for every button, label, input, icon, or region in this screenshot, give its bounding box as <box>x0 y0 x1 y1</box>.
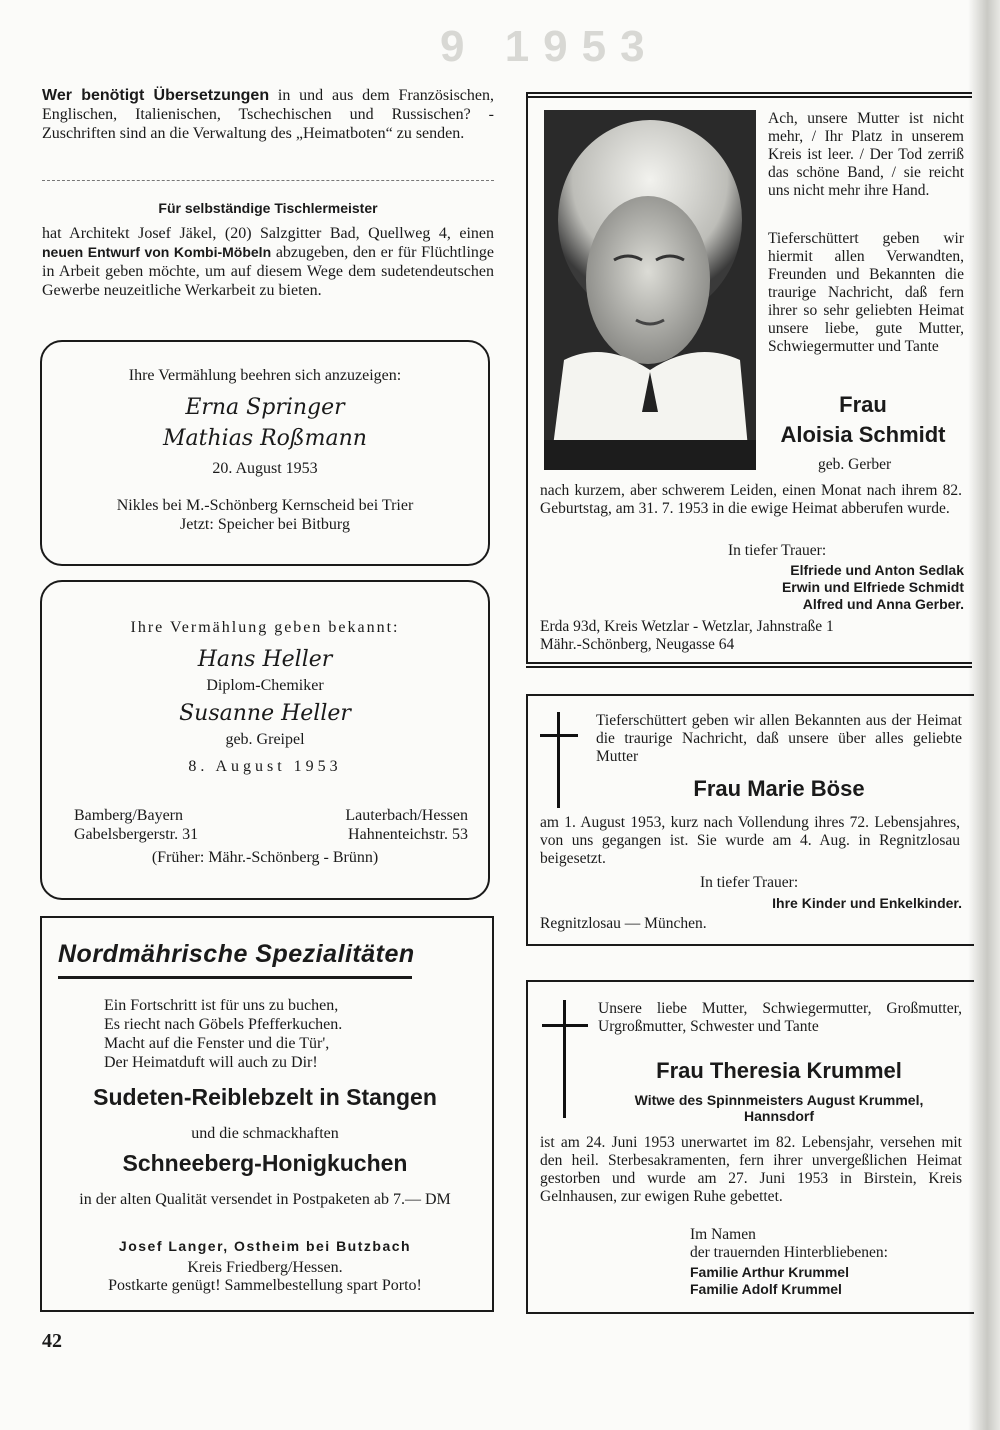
cabinetmakers-text-1: hat Architekt Josef Jäkel, (20) Salzgitter Bad, Quellweg 4, einen <box>42 225 494 242</box>
schmidt-intro: Tieferschüttert geben wir hiermit allen Verwandten, Freunden und Bekannten die traurige Nachricht, daß fern ihrer so sehr geliebten Heimat unsere liebe, gute Mutter, Schwiegermutter und Tante <box>768 230 964 355</box>
krummel-cross-icon-horizontal <box>542 1024 588 1027</box>
cabinetmakers-body <box>42 224 494 300</box>
boese-mourning-label: In tiefer Trauer: <box>700 874 799 891</box>
schmidt-salutation: Frau <box>839 392 887 417</box>
krummel-subtitle-1: Witwe des Spinnmeisters August Krummel, <box>634 1092 924 1108</box>
krummel-mourning-label <box>690 1226 964 1262</box>
boese-intro: Tieferschüttert geben wir allen Bekannten aus der Heimat die traurige Nachricht, daß unsere über alles geliebte Mutter <box>596 712 962 765</box>
wedding2-right-address <box>308 806 468 844</box>
poem-line-4: Der Heimatduft will auch zu Dir! <box>104 1054 318 1071</box>
wedding2-title1: Diplom-Chemiker <box>206 677 324 694</box>
wedding2-left-address <box>74 806 274 844</box>
wedding1-now: Jetzt: Speicher bei Bitburg <box>180 516 350 533</box>
translations-lead: Wer benötigt Übersetzungen <box>42 87 270 104</box>
schmidt-left-rule <box>526 92 528 664</box>
krummel-subtitle-2: Hannsdorf <box>744 1108 814 1124</box>
specialties-connector: und die schmackhaften <box>191 1125 339 1142</box>
specialties-product1: Sudeten-Reiblebzelt in Stangen <box>93 1084 437 1110</box>
schmidt-mourners <box>728 562 964 613</box>
wedding1-date: 20. August 1953 <box>212 460 318 477</box>
mourner-3: Alfred und Anna Gerber. <box>802 596 964 612</box>
header-stamp: 9 1953 <box>440 22 659 71</box>
krummel-mourner-1: Familie Arthur Krummel <box>690 1264 849 1280</box>
specialties-district: Kreis Friedberg/Hessen. <box>187 1259 343 1276</box>
poem-line-2: Es riecht nach Göbels Pfefferkuchen. <box>104 1016 343 1033</box>
translations-ad <box>42 86 494 143</box>
cabinetmakers-heading: Für selbständige Tischlermeister <box>158 200 378 216</box>
page-number: 42 <box>42 1330 62 1352</box>
schmidt-top-rule <box>526 92 972 98</box>
wedding2-name1: Hans Heller <box>197 647 333 672</box>
schmidt-address <box>540 618 966 654</box>
wedding2-left-city: Bamberg/Bayern <box>74 807 184 824</box>
poem-line-3: Macht auf die Fenster und die Tür', <box>104 1035 330 1052</box>
krummel-mourner-2: Familie Adolf Krummel <box>690 1281 842 1297</box>
wedding1-name2: Mathias Roßmann <box>163 426 367 451</box>
specialties-vendor: Josef Langer, Ostheim bei Butzbach <box>118 1238 412 1254</box>
krummel-name: Frau Theresia Krummel <box>656 1058 902 1083</box>
wedding1-content <box>40 366 490 534</box>
wedding2-content <box>40 618 490 776</box>
schmidt-birth: geb. Gerber <box>818 456 892 473</box>
schmidt-mourning-label: In tiefer Trauer: <box>728 542 827 559</box>
wedding2-date: 8. August 1953 <box>188 758 342 775</box>
wedding2-right-city: Lauterbach/Hessen <box>345 807 468 824</box>
specialties-title: Nordmährische Spezialitäten <box>58 940 415 968</box>
divider <box>42 180 494 181</box>
boese-mourners: Ihre Kinder und Enkelkinder. <box>772 895 962 911</box>
schmidt-bottom-rule <box>526 662 972 668</box>
krummel-mourning-label-1: Im Namen <box>690 1226 756 1243</box>
specialties-poem <box>104 996 464 1072</box>
boese-cross-icon-vertical <box>557 712 560 808</box>
boese-name: Frau Marie Böse <box>693 776 865 801</box>
krummel-body: ist am 24. Juni 1953 unerwartet im 82. Lebensjahr, versehen mit den heil. Sterbesakramenten, fern ihrer unvergeßlichen Heimat gestorben und wurde am 27. Juni 1953 in Birstein, Kreis Gelnhausen, zur ewigen Ruhe gebettet. <box>540 1134 962 1205</box>
wedding2-birth2: geb. Greipel <box>225 731 305 748</box>
cabinetmakers-text-bold: neuen Entwurf von Kombi-Möbeln <box>42 244 272 260</box>
krummel-subtitle <box>596 1092 962 1124</box>
schmidt-address-1: Erda 93d, Kreis Wetzlar - Wetzlar, Jahnstraße 1 <box>540 618 834 635</box>
krummel-mourning-label-2: der trauernden Hinterbliebenen: <box>690 1244 888 1261</box>
specialties-title-underline <box>58 976 412 979</box>
wedding2-left-street: Gabelsbergerstr. 31 <box>74 826 199 843</box>
schmidt-poem: Ach, unsere Mutter ist nicht mehr, / Ihr Platz in unserem Kreis ist leer. / Der Tod zerriß das schöne Band, / sie reicht uns nicht mehr ihre Hand. <box>768 110 964 199</box>
wedding2-name2: Susanne Heller <box>179 701 351 726</box>
mourner-2: Erwin und Elfriede Schmidt <box>781 579 964 595</box>
wedding1-intro: Ihre Vermählung beehren sich anzuzeigen: <box>128 367 402 384</box>
cabinetmakers-text-2: abzugeben, den er für Flüchtlinge in Arbeit geben möchte, um auf diesem Wege dem sudetendeutschen Gewerbe neuzeitliche Werkarbeit zu bieten. <box>42 244 494 299</box>
krummel-mourners <box>690 1264 964 1298</box>
wedding2-intro: Ihre Vermählung geben bekannt: <box>130 619 400 636</box>
schmidt-address-2: Mähr.-Schönberg, Neugasse 64 <box>540 636 735 653</box>
schmidt-name: Aloisia Schmidt <box>780 422 946 447</box>
portrait-image <box>544 110 756 470</box>
specialties-footer: Postkarte genügt! Sammelbestellung spart Porto! <box>108 1277 422 1294</box>
poem-line-1: Ein Fortschritt ist für uns zu buchen, <box>104 997 339 1014</box>
krummel-intro: Unsere liebe Mutter, Schwiegermutter, Großmutter, Urgroßmutter, Schwester und Tante <box>598 1000 962 1035</box>
boese-body: am 1. August 1953, kurz nach Vollendung ihres 72. Lebensjahres, von uns gegangen ist. Sie wurde am 4. Aug. in Regnitzlosau beigesetzt. <box>540 814 960 867</box>
specialties-quality: in der alten Qualität versendet in Postpaketen ab 7.— DM <box>79 1191 451 1208</box>
specialties-product2: Schneeberg-Honigkuchen <box>122 1150 408 1176</box>
wedding1-places: Nikles bei M.-Schönberg Kernscheid bei Trier <box>116 497 414 514</box>
mourner-1: Elfriede und Anton Sedlak <box>790 562 964 578</box>
translations-body: in und aus dem Französischen, Englischen, Italienischen, Tschechischen und Russischen? - Zuschriften sind an die Verwaltung des „Heimatboten“ zu senden. <box>42 87 494 142</box>
schmidt-body: nach kurzem, aber schwerem Leiden, einen Monat nach ihrem 82. Geburtstag, am 31. 7. 1953 in die ewige Heimat abberufen wurde. <box>540 482 962 517</box>
krummel-cross-icon-vertical <box>563 1000 566 1118</box>
wedding1-name1: Erna Springer <box>185 395 345 420</box>
portrait-photo <box>544 110 756 470</box>
boese-places: Regnitzlosau — München. <box>540 915 707 932</box>
wedding2-right-street: Hahnenteichstr. 53 <box>348 826 468 843</box>
boese-cross-icon-horizontal <box>540 734 578 737</box>
wedding2-formerly: (Früher: Mähr.-Schönberg - Brünn) <box>151 849 379 866</box>
